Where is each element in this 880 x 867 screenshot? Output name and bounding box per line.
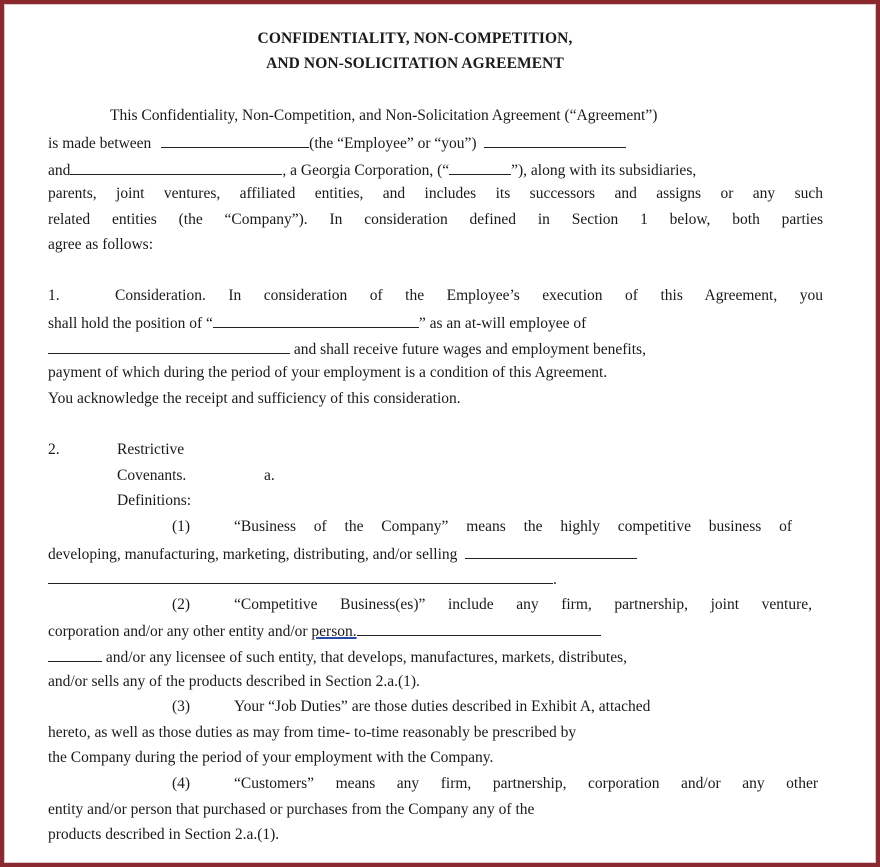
intro-employee-label: (the “Employee” or “you”) [309,135,477,152]
intro-line-1: This Confidentiality, Non-Competition, and Non-Solicitation Agreement (“Agreement”) [110,107,658,124]
employee-alias-blank [484,133,626,148]
intro-georgia-corp: , a Georgia Corporation, (“ [282,162,450,179]
section-1-line-4: payment of which during the period of your employment is a condition of this Agreement. [48,364,608,381]
intro-subsidiaries: ”), along with its subsidiaries, [511,162,697,179]
definition-3-line-1: Your “Job Duties” are those duties described in Exhibit A, attached [234,698,651,715]
definition-3-line-3: the Company during the period of your employment with the Company. [48,749,494,766]
definition-2-line-1: “Competitive Business(es)” include any firm, partnership, joint venture, [234,596,812,613]
intro-line-3 [48,160,823,180]
definition-2-line-4: and/or sells any of the products described in Section 2.a.(1). [48,673,420,690]
definition-2-line-3 [48,647,823,667]
section-2-heading-1: Restrictive [117,441,185,458]
intro-and: and [48,162,71,179]
competitor-blank-2 [48,647,102,662]
position-blank [213,313,419,328]
title-line-1: CONFIDENTIALITY, NON-COMPETITION, [257,30,573,47]
section-1-line-3 [48,339,823,359]
business-description-blank [465,544,637,559]
definition-2-licensee: and/or any licensee of such entity, that develops, manufactures, markets, distributes, [105,649,627,666]
definition-2-corporation: corporation and/or any other entity and/or [48,623,308,640]
definition-4-line-2: entity and/or person that purchased or purchases from the Company any of the [48,801,535,818]
section-1-line-2 [48,313,823,333]
section-2-heading-3: Definitions: [117,492,192,509]
intro-line-4: parents, joint ventures, affiliated entities, and includes its successors and assigns or any such [48,185,823,202]
intro-made-between: is made between [48,135,152,152]
definition-1-selling: developing, manufacturing, marketing, distributing, and/or selling [48,546,458,563]
company-short-name-blank [449,160,511,175]
section-1-line-1: Consideration. In consideration of the Employee’s execution of this Agreement, you [115,287,823,304]
definition-1-number: (1) [172,518,191,535]
section-2-heading-2: Covenants. [117,467,187,484]
definition-3-line-2: hereto, as well as those duties as may from time- to-time reasonably be prescribed by [48,724,577,741]
section-1-line-5: You acknowledge the receipt and sufficiency of this consideration. [48,390,461,407]
section-2-subsection-a: a. [264,467,275,484]
intro-line-2 [48,133,823,153]
definition-4-number: (4) [172,775,191,792]
company-name-blank [70,160,282,175]
section-1-wages: and shall receive future wages and employment benefits, [293,341,646,358]
intro-line-6: agree as follows: [48,236,154,253]
definition-2-line-2 [48,621,823,641]
definition-1-line-1: “Business of the Company” means the highly competitive business of [234,518,792,535]
competitor-blank [357,621,601,636]
intro-line-5: related entities (the “Company”). In consideration defined in Section 1 below, both parties [48,211,823,228]
business-description-blank-2 [48,569,553,584]
employer-blank [48,339,290,354]
definition-2-person: person. [311,623,357,640]
definition-4-line-3: products described in Section 2.a.(1). [48,826,280,843]
definition-1-period: . [553,571,557,588]
title-line-2: AND NON-SOLICITATION AGREEMENT [266,55,564,72]
section-2-number: 2. [48,441,60,458]
definition-1-line-2 [48,544,823,564]
section-1-position-label: shall hold the position of “ [48,315,213,332]
definition-1-line-3 [48,569,823,589]
employee-name-blank [161,133,309,148]
section-1-at-will: ” as an at-will employee of [418,315,587,332]
definition-2-number: (2) [172,596,191,613]
section-1-number: 1. [48,287,60,304]
definition-4-line-1: “Customers” means any firm, partnership, corporation and/or any other [234,775,818,792]
definition-3-number: (3) [172,698,191,715]
